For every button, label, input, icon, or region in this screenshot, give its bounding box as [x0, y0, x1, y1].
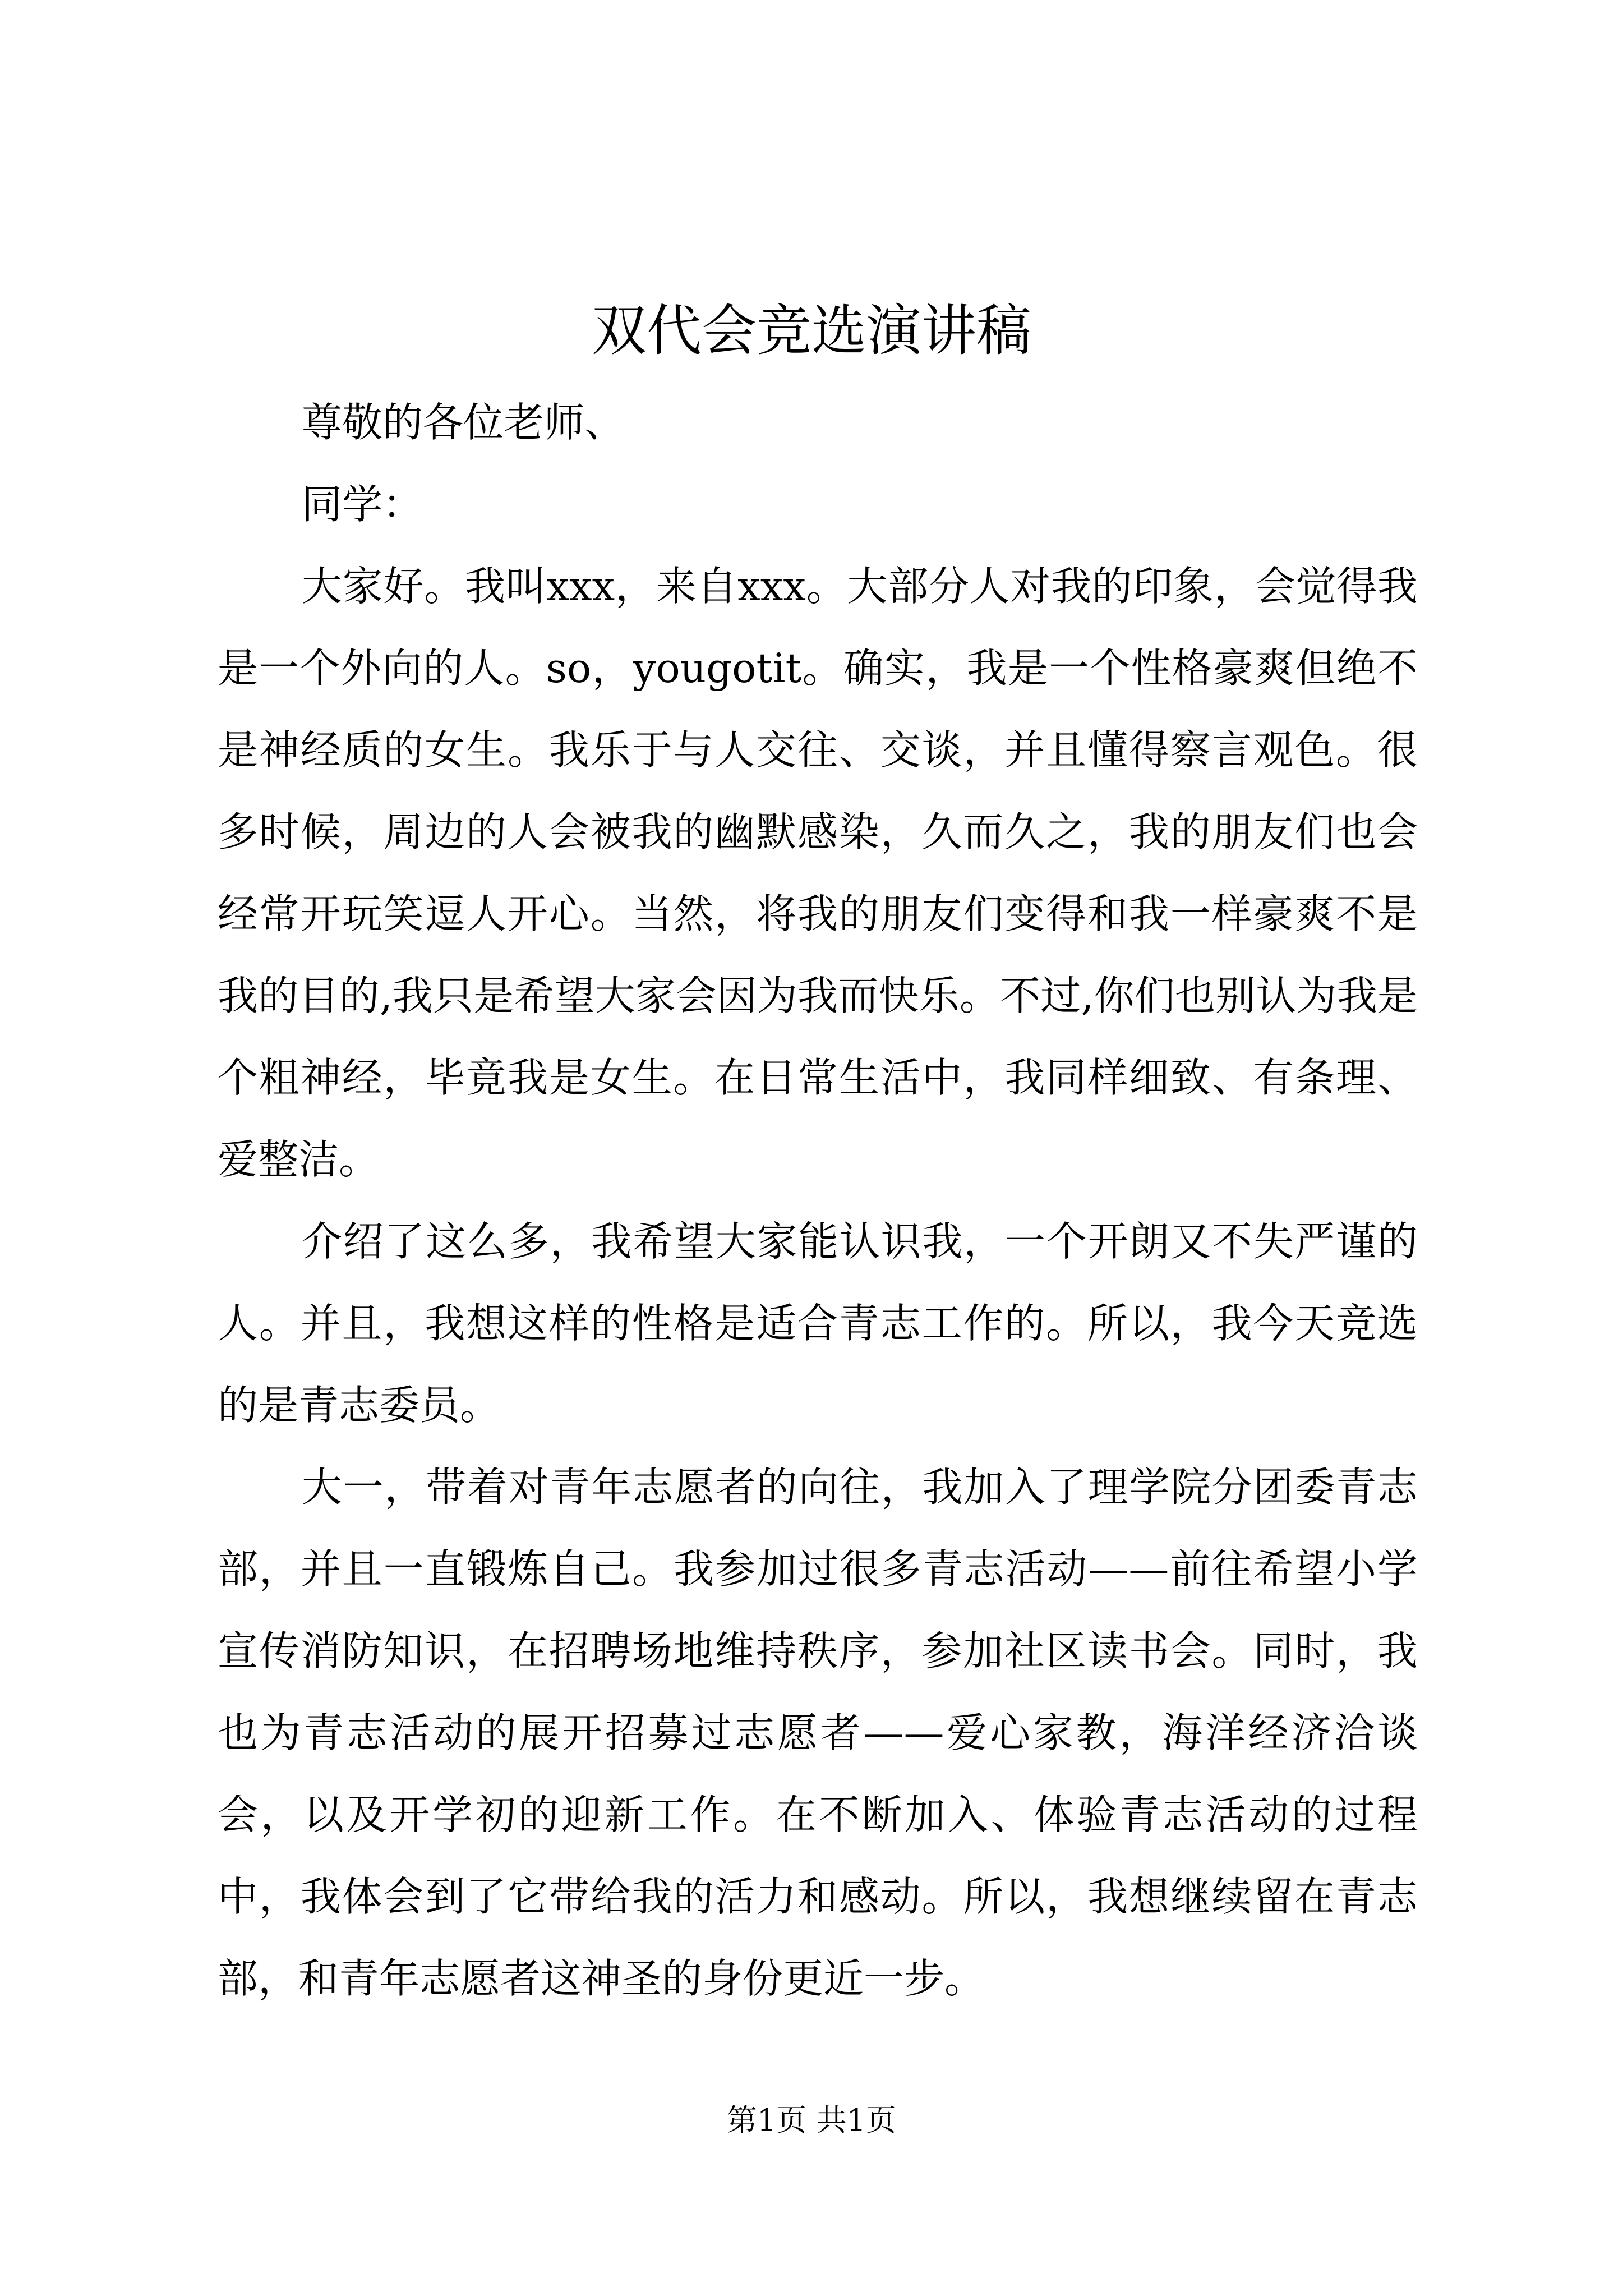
- paragraph-introduction: 大家好。我叫xxx，来自xxx。大部分人对我的印象，会觉得我是一个外向的人。so，yougotit。确实，我是一个性格豪爽但绝不是神经质的女生。我乐于与人交往、交谈，并且懂得察言观色。很多时候，周边的人会被我的幽默感染，久而久之，我的朋友们也会经常开玩笑逗人开心。当然，将我的朋友们变得和我一样豪爽不是我的目的,我只是希望大家会因为我而快乐。不过,你们也别认为我是个粗神经，毕竟我是女生。在日常生活中，我同样细致、有条理、爱整洁。: [218, 563, 1418, 1183]
- salutation-line-1: 尊敬的各位老师、: [302, 399, 625, 446]
- paragraph-experience: 大一，带着对青年志愿者的向往，我加入了理学院分团委青志部，并且一直锻炼自己。我参加过很多青志活动——前往希望小学宣传消防知识，在招聘场地维持秩序，参加社区读书会。同时，我也为青志活动的展开招募过志愿者——爱心家教，海洋经济洽谈会，以及开学初的迎新工作。在不断加入、体验青志活动的过程中，我体会到了它带给我的活力和感动。所以，我想继续留在青志部，和青年志愿者这神圣的身份更近一步。: [218, 1464, 1418, 2002]
- salutation-line-2: 同学：: [302, 481, 423, 528]
- paragraph-candidacy: 介绍了这么多，我希望大家能认识我，一个开朗又不失严谨的人。并且，我想这样的性格是适合青志工作的。所以，我今天竞选的是青志委员。: [218, 1218, 1418, 1429]
- page-number-footer: 第1页 共1页: [727, 2102, 896, 2138]
- document-body: [218, 381, 1418, 2019]
- document-title: 双代会竞选演讲稿: [591, 299, 1031, 363]
